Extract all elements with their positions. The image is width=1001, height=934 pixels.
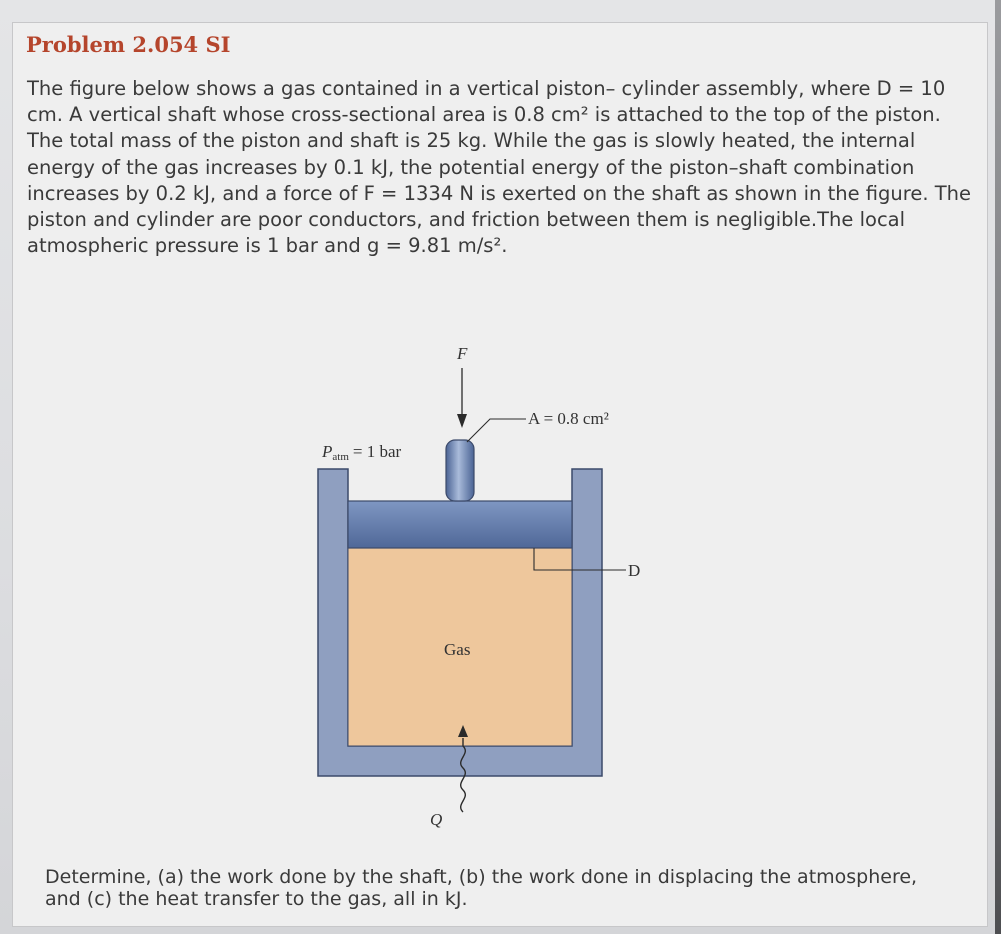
problem-title: Problem 2.054 SI (26, 32, 231, 57)
force-label: F (457, 344, 468, 363)
gas-label: Gas (444, 640, 471, 659)
problem-question: Determine, (a) the work done by the shaft, (b) the work done in displacing the atmosphere, and (c) the heat transfer to the gas, all in kJ. (45, 866, 918, 910)
patm-label: Patm = 1 bar (322, 442, 402, 463)
heat-label: Q (430, 810, 443, 829)
piston (348, 501, 572, 548)
problem-statement: The figure below shows a gas contained in a vertical piston– cylinder assembly, where D = 10 cm. A vertical shaft whose cross-sectional area is 0.8 cm² is attached to the top of the piston. The total mass of the piston and shaft is 25 kg. While the gas is slowly heated, the internal energy of the gas increases by 0.1 kJ, the potential energy of the piston–shaft combination increases by 0.2 kJ, and a force of F = 1334 N is exerted on the shaft as shown in the figure. The piston and cylinder are poor conductors, and friction between them is negligible.The local atmospheric pressure is 1 bar and g = 9.81 m/s². (27, 77, 972, 258)
force-arrowhead (457, 414, 467, 428)
shaft (446, 440, 474, 501)
area-label: A = 0.8 cm² (528, 409, 609, 428)
area-leader (467, 419, 526, 442)
diameter-label: D (628, 561, 641, 580)
